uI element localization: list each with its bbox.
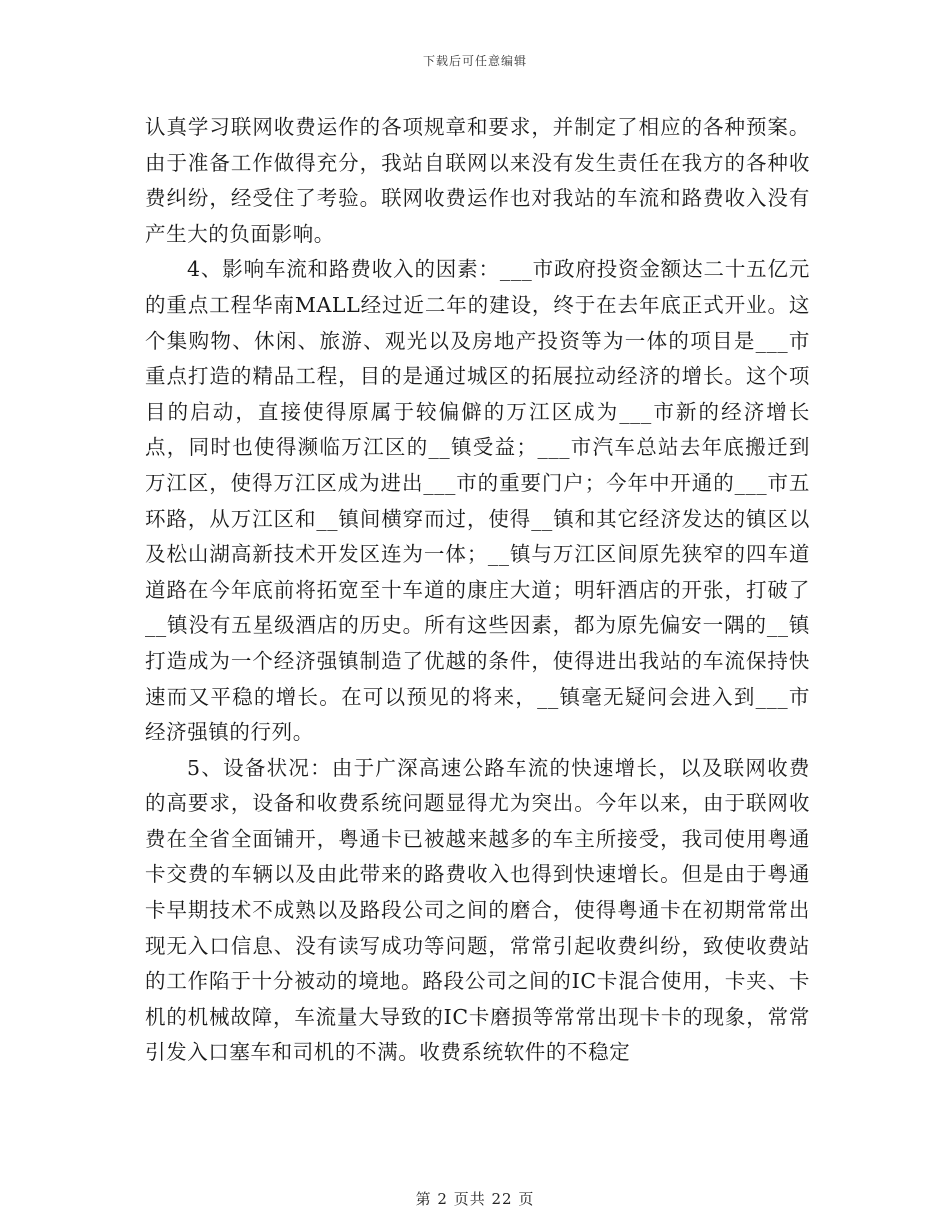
page-header: 下载后可任意编辑 [422,54,527,68]
paragraph-continuation: 认真学习联网收费运作的各项规章和要求，并制定了相应的各种预案。由于准备工作做得充分，我站自联网以来没有发生责任在我方的各种收费纠纷，经受住了考验。联网收费运作也对我站的车流和路费收入没有产生大的负面影响。 [145,115,810,246]
page-footer: 第 2 页共 22 页 [415,1190,535,1208]
paragraph-factors: 4、影响车流和路费收入的因素：___市政府投资金额达二十五亿元的重点工程华南MALL经过近二年的建设，终于在去年底正式开业。这个集购物、休闲、旅游、观光以及房地产投资等为一体的项目是___市重点打造的精品工程，目的是通过城区的拓展拉动经济的增长。这个项目的启动，直接使得原属于较偏僻的万江区成为___市新的经济增长点，同时也使得濒临万江区的__镇受益；___市汽车总站去年底搬迁到万江区，使得万江区成为进出___市的重要门户；今年中开通的___市五环路，从万江区和__镇间横穿而过，使得__镇和其它经济发达的镇区以及松山湖高新技术开发区连为一体；__镇与万江区间原先狭窄的四车道道路在今年底前将拓宽至十车道的康庄大道；明轩酒店的开张，打破了__镇没有五星级酒店的历史。所有这些因素，都为原先偏安一隅的__镇打造成为一个经济强镇制造了优越的条件，使得进出我站的车流保持快速而又平稳的增长。在可以预见的将来，__镇毫无疑问会进入到___市经济强镇的行列。 [145,257,810,745]
document-body [145,110,810,1071]
paragraph-equipment: 5、设备状况：由于广深高速公路车流的快速增长，以及联网收费的高要求，设备和收费系统问题显得尤为突出。今年以来，由于联网收费在全省全面铺开，粤通卡已被越来越多的车主所接受，我司使用粤通卡交费的车辆以及由此带来的路费收入也得到快速增长。但是由于粤通卡早期技术不成熟以及路段公司之间的磨合，使得粤通卡在初期常常出现无入口信息、没有读写成功等问题，常常引起收费纠纷，致使收费站的工作陷于十分被动的境地。路段公司之间的IC卡混合使用，卡夹、卡机的机械故障，车流量大导致的IC卡磨损等常常出现卡卡的现象，常常引发入口塞车和司机的不满。收费系统软件的不稳定 [145,755,810,1065]
